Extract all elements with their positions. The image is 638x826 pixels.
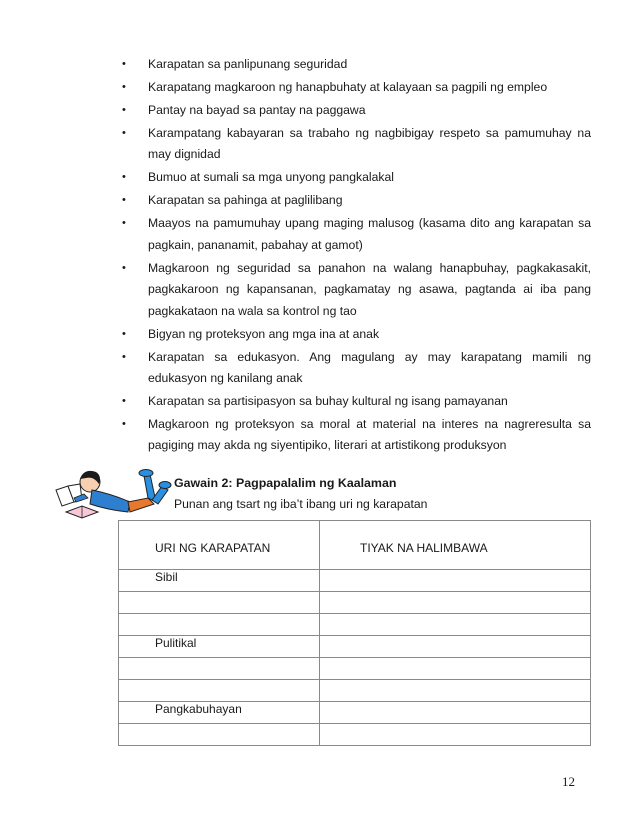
bullet-icon: • [122, 58, 126, 70]
column-header: URI NG KARAPATAN [119, 521, 320, 570]
page-number: 12 [562, 774, 575, 789]
rights-bullet-list [122, 54, 591, 458]
rights-chart-table [118, 520, 591, 746]
table-row [119, 614, 591, 636]
table-row [119, 658, 591, 680]
table-row [119, 680, 591, 702]
bullet-icon: • [122, 81, 126, 93]
list-item: • Karapatan sa pahinga at paglilibang [122, 190, 591, 211]
answer-cell[interactable] [320, 680, 591, 702]
activity-instruction: Punan ang tsart ng iba’t ibang uri ng karapatan [174, 497, 428, 511]
table-cell: Pangkabuhayan [119, 702, 320, 724]
list-item: • Karapatang magkaroon ng hanapbuhaty at kalayaan sa pagpili ng empleo [122, 77, 591, 98]
bullet-icon: • [122, 327, 126, 340]
bullet-icon: • [122, 418, 126, 431]
list-item: • Maayos na pamumuhay upang maging malusog (kasama dito ang karapatan sa pagkain, pananamit, pabahay at gamot) [122, 213, 591, 256]
table-row [119, 570, 591, 592]
list-item: • Karapatan sa edukasyon. Ang magulang ay may karapatang mamili ng edukasyon ng kanilang anak [122, 347, 591, 390]
table-cell[interactable] [119, 592, 320, 614]
answer-cell[interactable] [320, 592, 591, 614]
list-item: • Bigyan ng proteksyon ang mga ina at anak [122, 324, 591, 345]
table-cell[interactable] [119, 724, 320, 746]
table-header-row [119, 521, 591, 570]
answer-cell[interactable] [320, 658, 591, 680]
table-cell[interactable] [119, 614, 320, 636]
bullet-icon: • [122, 350, 126, 363]
list-item: • Magkaroon ng seguridad sa panahon na walang hanapbuhay, pagkakasakit, pagkakaroon ng kapansanan, pagkamatay ng asawa, pagtanda ai iba pang pagkakataon na wala sa kontrol ng tao [122, 258, 591, 322]
bullet-icon: • [122, 104, 126, 116]
reading-child-illustration [52, 464, 172, 526]
list-item: • Karapatan sa partisipasyon sa buhay kultural ng isang pamayanan [122, 391, 591, 412]
activity-heading: Gawain 2: Pagpapalalim ng Kaalaman [174, 476, 397, 490]
table-row [119, 636, 591, 658]
bullet-icon: • [122, 395, 126, 408]
table-cell: Sibil [119, 570, 320, 592]
answer-cell[interactable] [320, 636, 591, 658]
bullet-icon: • [122, 127, 126, 139]
bullet-icon: • [122, 194, 126, 207]
answer-cell[interactable] [320, 724, 591, 746]
bullet-icon: • [122, 217, 126, 230]
answer-cell[interactable] [320, 570, 591, 592]
table-row [119, 702, 591, 724]
table-cell: Pulitikal [119, 636, 320, 658]
bullet-icon: • [122, 171, 126, 184]
list-item: • Karampatang kabayaran sa trabaho ng nagbibigay respeto sa pamumuhay na may dignidad [122, 123, 591, 166]
list-item: • Karapatan sa panlipunang seguridad [122, 54, 591, 75]
column-header: TIYAK NA HALIMBAWA [320, 521, 591, 570]
list-item: • Magkaroon ng proteksyon sa moral at material na interes na nagreresulta sa pagiging may akda ng siyentipiko, literari at artistikong produksyon [122, 414, 591, 457]
table-row [119, 592, 591, 614]
table-cell[interactable] [119, 658, 320, 680]
table-row [119, 724, 591, 746]
answer-cell[interactable] [320, 702, 591, 724]
bullet-icon: • [122, 261, 126, 274]
list-item: • Pantay na bayad sa pantay na paggawa [122, 100, 591, 121]
table-cell[interactable] [119, 680, 320, 702]
list-item: • Bumuo at sumali sa mga unyong pangkalakal [122, 167, 591, 188]
answer-cell[interactable] [320, 614, 591, 636]
